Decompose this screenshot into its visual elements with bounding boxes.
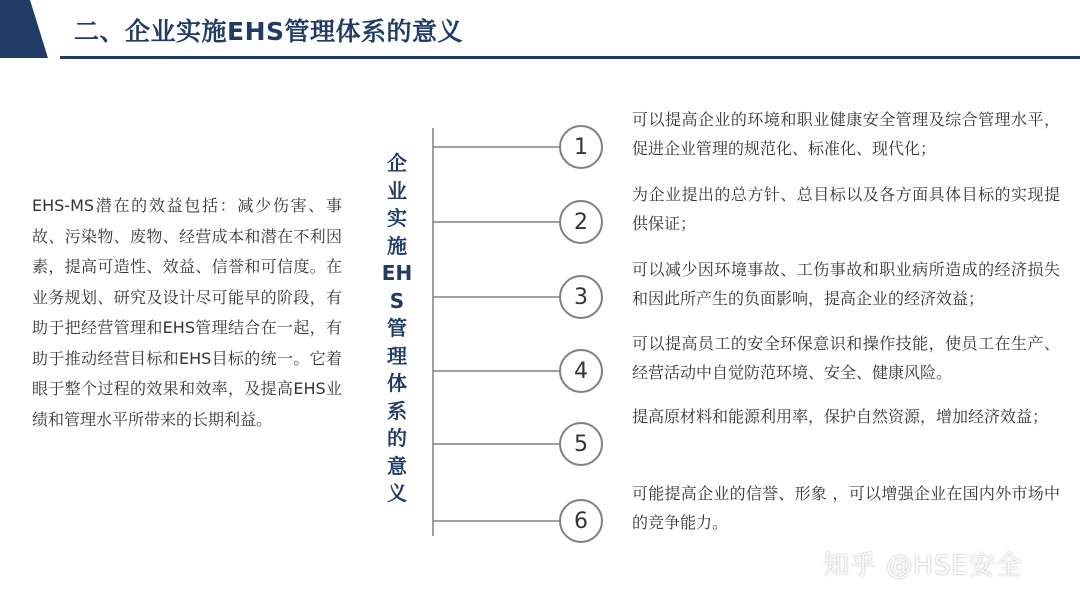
list-item [559,260,1060,319]
item-number-circle: 1 [559,125,603,169]
item-text: 可以提高员工的安全环保意识和操作技能，使员工在生产、经营活动中自觉防范环境、安全、健康风险。 [632,334,1060,382]
page-title: 二、企业实施EHS管理体系的意义 [74,17,464,46]
item-number-circle: 5 [559,422,603,466]
list-item [559,110,1060,169]
list-item [559,185,1060,244]
item-number-circle: 3 [559,275,603,319]
vertical-section-title: 企业实施EHS管理体系的意义 [381,151,413,505]
list-item [559,407,1059,466]
list-item [559,484,1060,543]
list-item [559,334,1060,393]
item-text: 可以提高企业的环境和职业健康安全管理及综合管理水平，促进企业管理的规范化、标准化、现代化； [632,110,1060,158]
item-text: 可以减少因环境事故、工伤事故和职业病所造成的经济损失和因此所产生的负面影响，提高企业的经济效益； [632,260,1060,308]
item-number-circle: 2 [559,200,603,244]
item-text: 可能提高企业的信誉、形象 ，可以增强企业在国内外市场中的竞争能力。 [632,484,1060,532]
item-number-circle: 4 [559,349,603,393]
item-text: 为企业提出的总方针、总目标以及各方面具体目标的实现提供保证； [632,185,1060,233]
watermark: 知乎 @HSE安全 [823,551,1023,581]
summary-paragraph: EHS-MS潜在的效益包括：减少伤害、事故、污染物、废物、经营成本和潜在不利因素，提高可造性、效益、信誉和可信度。在业务规划、研究及设计尽可能早的阶段，有助于把经营管理和EHS管理结合在一起，有助于推动经营目标和EHS目标的统一。它着眼于整个过程的效果和效率，及提高EHS业绩和管理水平所带来的长期利益。 [32,196,342,429]
item-text: 提高原材料和能源利用率，保护自然资源，增加经济效益； [632,407,1049,426]
item-number-circle: 6 [559,499,603,543]
